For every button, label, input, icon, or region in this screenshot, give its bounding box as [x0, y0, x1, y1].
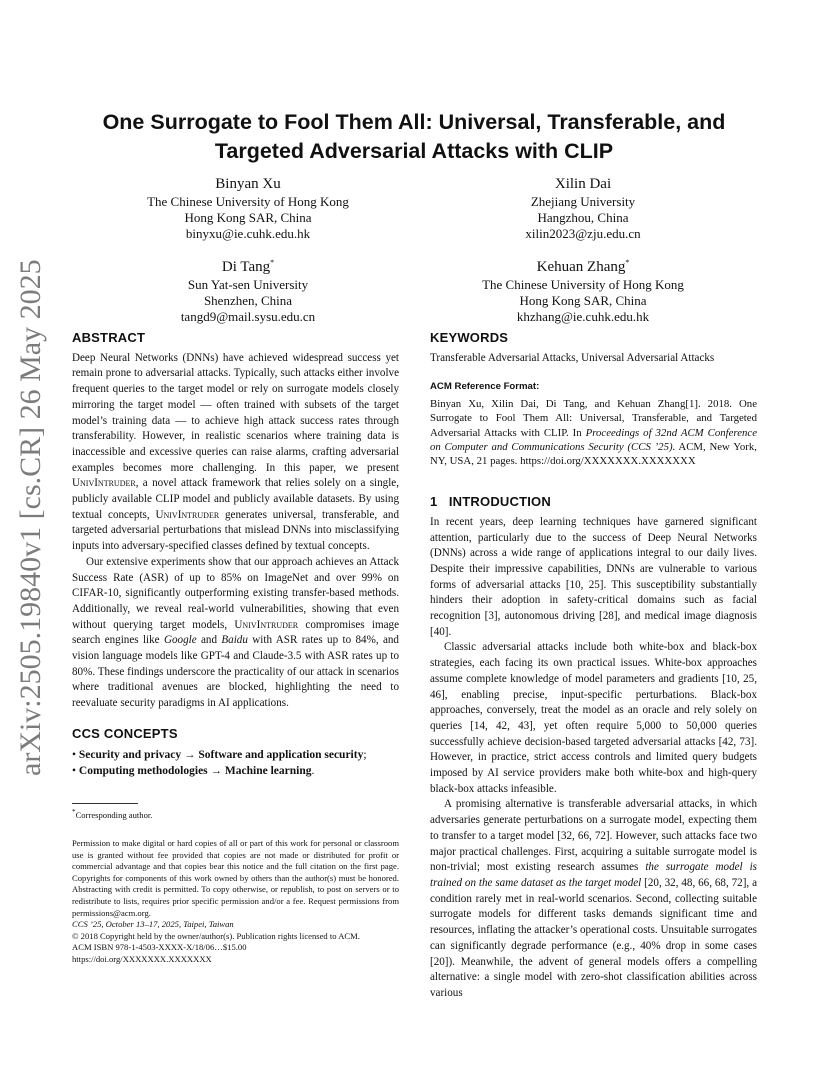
ccs-term: Machine learning [224, 764, 312, 777]
method-name: UnivIntruder [155, 508, 220, 521]
author-block [445, 254, 721, 326]
acm-ref-part: Binyan Xu, Xilin Dai, Di Tang, and Kehuan Zhang[1]. 2018. One Surrogate to Fool Them All: Universal, Transferable, and Targeted Adversarial Attacks with CLIP. In [430, 398, 757, 439]
author-email[interactable]: tangd9@mail.sysu.edu.cn [180, 309, 316, 325]
author-location: Hong Kong SAR, China [519, 293, 647, 309]
bullet: • [72, 748, 77, 761]
author-block [465, 175, 701, 243]
author-affiliation: The Chinese University of Hong Kong [147, 194, 349, 209]
corresponding-mark: * [625, 258, 630, 267]
footnote-text: Corresponding author. [75, 809, 153, 820]
section-title: INTRODUCTION [448, 494, 551, 510]
author-affiliation: The Chinese University of Hong Kong [482, 277, 684, 292]
author-location: Hong Kong SAR, China [184, 210, 312, 226]
method-name: UnivIntruder [72, 477, 136, 490]
method-name: UnivIntruder [234, 618, 299, 631]
author-block [130, 254, 366, 326]
intro-emphasis: the surrogate model is trained on the same dataset as the target model [430, 861, 757, 889]
copyright: © 2018 Copyright held by the owner/author(s). Publication rights licensed to ACM. [72, 930, 360, 941]
ccs-term: Security and privacy [78, 748, 182, 761]
ccs-term: Computing methodologies [78, 764, 208, 777]
right-column [430, 330, 757, 1002]
abstract-text: Google [163, 634, 197, 647]
abstract-paragraph [72, 351, 399, 555]
intro-paragraph: Classic adversarial attacks include both white-box and black-box strategies, each facing its own practical issues. White-box approaches assume complete knowledge of model parameters and gradients [10, 25, 46], enabling precise, input-specific perturbations. Black-box approaches, conversely, treat the model as an oracle and rely solely on queries [14, 42, 43], yet often require 5,000 to 50,000 queries successfully achieve decision-based targeted adversarial attacks [42, 73]. However, in practice, strict access controls and limited query budgets imposed by AI service providers make both white-box and high-query black-box attacks infeasible. [430, 641, 757, 795]
author-location: Hangzhou, China [537, 210, 629, 226]
isbn: ACM ISBN 978-1-4503-XXXX-X/18/06…$15.00 [72, 942, 247, 953]
author-affiliation: Sun Yat-sen University [187, 277, 309, 292]
author-name-line [445, 254, 721, 276]
permission-block [72, 838, 399, 966]
ccs-arrow: → [181, 748, 199, 761]
corresponding-mark: * [270, 258, 275, 267]
author-name: Kehuan Zhang [536, 259, 626, 275]
author-location: Shenzhen, China [203, 293, 293, 309]
keywords-text: Transferable Adversarial Attacks, Universal Adversarial Attacks [430, 351, 715, 364]
abstract-text: generates universal, transferable, and targeted adversarial perturbations that mislead DNNs into misclassifying inputs into adversary-specified classes defined by textual concepts. [72, 508, 400, 553]
author-name-line [130, 254, 366, 276]
abstract-text: Deep Neural Networks (DNNs) have achieved widespread success yet remain prone to adversarial attacks. Typically, such attacks either involve frequent queries to the target model or rely on surrogate models closely mirroring the target model — often trained with subsets of the target model’s training data — to achieve high attack success rates through transferability. However, in realistic scenarios where training data is inaccessible and excessive queries can raise alarms, crafting adversarial examples becomes more challenging. In this paper, we present [72, 351, 399, 474]
intro-paragraph [430, 797, 757, 1001]
permission-text: Permission to make digital or hard copies of all or part of this work for personal or classroom use is granted without fee provided that copies are not made or distributed for profit or commercial advantage and that copies bear this notice and the full citation on the first page. Copyrights for components of this work owned by others than the author(s) must be honored. Abstracting with credit is permitted. To copy otherwise, or republish, to post on servers or to redistribute to lists, requires prior specific permission and/or a fee. Request permissions from permissions@acm.org. [72, 838, 399, 918]
abstract-text: Our extensive experiments show that our approach achieves an Attack Success Rate (ASR) of up to 85% on ImageNet and over 99% on CIFAR-10, significantly outperforming existing transfer-based methods. Additionally, we reveal real-world vulnerabilities, showing that even without querying target models, [72, 555, 399, 631]
author-email[interactable]: xilin2023@zju.edu.cn [525, 226, 641, 242]
acm-ref-part: ACM, New York, NY, USA, 21 pages. https://doi.org/XXXXXXX.XXXXXXX [430, 440, 758, 467]
author-email[interactable]: khzhang@ie.cuhk.edu.hk [516, 309, 650, 325]
ccs-heading: CCS CONCEPTS [72, 725, 178, 741]
author-affiliation: Zhejiang University [530, 194, 636, 209]
ccs-item [72, 763, 399, 779]
paper-title: One Surrogate to Fool Them All: Universal, Transferable, and Targeted Adversarial Attacks with CLIP [102, 110, 726, 163]
intro-heading [430, 494, 757, 510]
footnote-rule [72, 803, 138, 804]
author-name: Di Tang [221, 259, 271, 275]
author-name: Binyan Xu [215, 176, 281, 192]
abstract-text: compromises image search engines like [72, 618, 399, 647]
intro-paragraph: In recent years, deep learning techniques have garnered significant attention, particularly due to the success of Deep Neural Networks (DNNs) across a wide range of applications integral to our daily lives. Despite their impressive capabilities, DNNs are vulnerable to various forms of adversarial attacks [10, 25]. This susceptibility substantially hinders their adoption in safety-critical domains such as facial recognition [3], autonomous driving [28], and medical image diagnosis [40]. [430, 515, 757, 638]
abstract-text: Baidu [221, 634, 248, 647]
bullet: • [72, 764, 77, 777]
author-email[interactable]: binyxu@ie.cuhk.edu.hk [185, 226, 311, 242]
ccs-arrow: → [207, 764, 225, 777]
arxiv-stamp: arXiv:2505.19840v1 [cs.CR] 26 May 2025 [14, 259, 47, 776]
abstract-text: , a novel attack framework that relies solely on a single, publicly available CLIP model and publicly available datasets. By using textual concepts, [72, 477, 399, 521]
keywords-heading: KEYWORDS [430, 330, 509, 345]
venue: CCS ’25, October 13–17, 2025, Taipei, Taiwan [72, 919, 234, 930]
author-name: Xilin Dai [554, 176, 612, 192]
intro-text: A promising alternative is transferable adversarial attacks, in which adversaries generate perturbations on a surrogate model, expecting them to transfer to a target model [32, 66, 72]. However, such attacks face two major practical challenges. First, acquiring a suitable surrogate model is non-trivial; most existing research assumes [430, 798, 757, 874]
section-number: 1 [430, 494, 438, 510]
footnote [72, 807, 399, 821]
abstract-text: and [196, 634, 222, 647]
abstract-heading: ABSTRACT [72, 330, 146, 345]
doi-link[interactable]: https://doi.org/XXXXXXX.XXXXXXX [72, 953, 212, 964]
acm-ref-proceedings: Proceedings of 32nd ACM Conference on Computer and Communications Security (CCS ’25). [430, 426, 757, 453]
footnote-mark: * [72, 808, 76, 816]
left-column [72, 330, 399, 779]
punctuation: . [311, 764, 315, 777]
punctuation: ; [363, 748, 367, 761]
ccs-term: Software and application security [198, 748, 364, 761]
author-block [130, 175, 366, 243]
ccs-item [72, 747, 399, 763]
abstract-paragraph [72, 555, 399, 712]
acm-ref-text [430, 397, 757, 468]
abstract-text: with ASR rates up to 84%, and vision language models like GPT-4 and Claude-3.5 with ASR rates up to 80%. These findings underscore the practicality of our attack in scenarios where traditional avenues are blocked, highlighting the need to reevaluate security paradigms in AI applications. [72, 634, 399, 710]
intro-text: [20, 32, 48, 66, 68, 72], a condition rarely met in real-world scenarios. Second, collecting suitable surrogate models for different tasks demands significant time and resources, inflating the attacker’s operational costs. Unsuitable surrogates can significantly degrade performance (e.g., 40% drop in some cases [20]). Meanwhile, the advent of general models offers a compelling alternative: a single model with zero-shot classification abilities across various [430, 877, 757, 999]
acm-ref-label: ACM Reference Format: [430, 381, 540, 393]
